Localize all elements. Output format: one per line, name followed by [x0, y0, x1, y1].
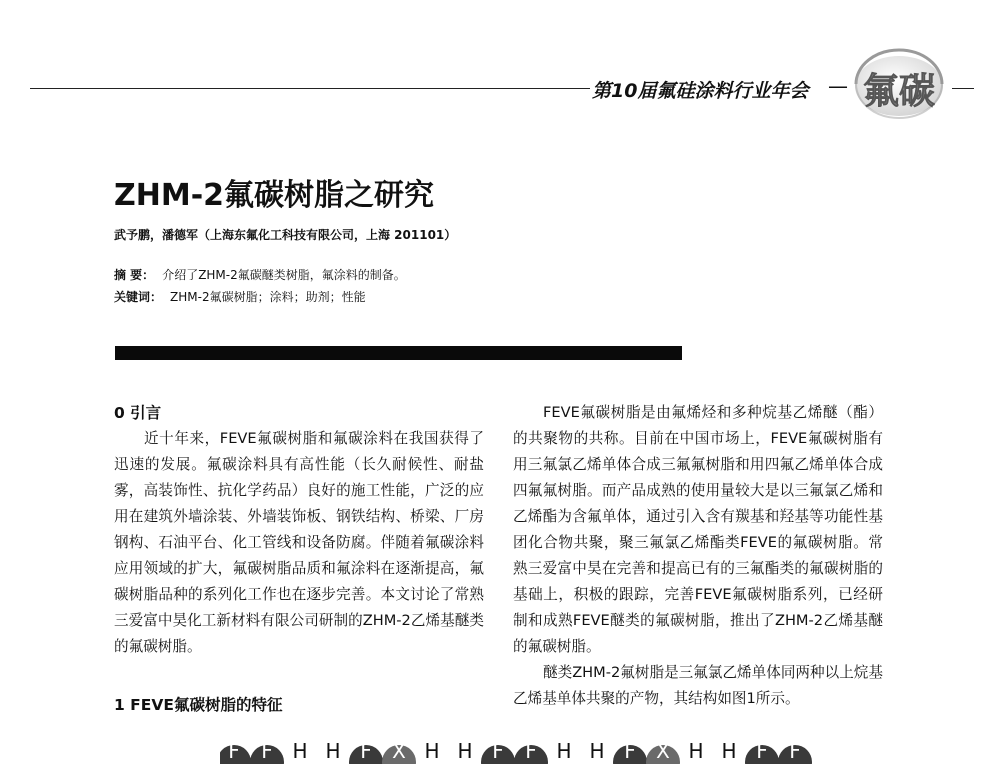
keywords-label: 关键词： [114, 290, 163, 304]
paper-authors: 武予鹏，潘德军（上海东氟化工科技有限公司，上海 201101） [114, 228, 457, 242]
structure-figure [220, 724, 820, 764]
section-0-paragraph: 近十年来，FEVE氟碳树脂和氟碳涂料在我国获得了迅速的发展。氟碳涂料具有高性能（长久耐候性、耐盐雾，高装饰性、抗化学药品）良好的施工性能，广泛的应用在建筑外墙涂装、外墙装饰板、钢铁结构、桥梁、厂房钢构、石油平台、化工管线和设备防腐。伴随着氟碳涂料应用领域的扩大，氟碳树脂品质和氟涂料在逐渐提高，氟碳树脂品种的系列化工作也在逐步完善。本文讨论了常熟三爱富中昊化工新材料有限公司研制的ZHM-2乙烯基醚类的氟碳树脂。 [114, 430, 484, 655]
atom-label: H [457, 739, 473, 763]
header-dash: — [828, 74, 848, 98]
atom-label: H [424, 739, 440, 763]
keywords-text: ZHM-2氟碳树脂；涂料；助剂；性能 [170, 290, 366, 304]
atom-label: H [325, 739, 341, 763]
right-column [513, 400, 883, 712]
paper-title: ZHM-2氟碳树脂之研究 [114, 178, 435, 213]
header-rule-right [952, 88, 974, 89]
atom-label: H [589, 739, 605, 763]
left-column [114, 400, 484, 660]
section-1-heading: 1 FEVE氟碳树脂的特征 [114, 696, 283, 714]
abstract [114, 266, 406, 283]
atom-label: F [756, 739, 768, 763]
header-rule [30, 88, 590, 89]
title-divider-bar [115, 346, 682, 360]
conference-name: 第10届氟硅涂料行业年会 [592, 80, 809, 102]
conference-logo [846, 46, 952, 122]
abstract-label: 摘 要： [114, 268, 155, 282]
atom-label: H [721, 739, 737, 763]
atom-label: F [228, 739, 240, 763]
atom-label: F [789, 739, 801, 763]
atom-label: H [556, 739, 572, 763]
right-paragraph-1: FEVE氟碳树脂是由氟烯烃和多种烷基乙烯醚（酯）的共聚物的共称。目前在中国市场上，FEVE氟碳树脂有用三氟氯乙烯单体合成三氟氟树脂和用四氟乙烯单体合成四氟氟树脂。而产品成熟的使用量较大是以三氟氯乙烯和乙烯酯为含氟单体，通过引入含有羰基和羟基等功能性基团化合物共聚，聚三氟氯乙烯酯类FEVE的氟碳树脂。常熟三爱富中昊在完善和提高已有的三氟酯类的氟碳树脂的基础上，积极的跟踪，完善FEVE氟碳树脂系列，已经研制和成熟FEVE醚类的氟碳树脂，推出了ZHM-2乙烯基醚的氟碳树脂。 [513, 404, 883, 655]
atom-label: F [624, 739, 636, 763]
logo-text: 氟碳 [862, 71, 936, 112]
atom-label: F [261, 739, 273, 763]
atom-label: X [656, 739, 670, 763]
right-paragraph-2: 醚类ZHM-2氟树脂是三氟氯乙烯单体同两种以上烷基乙烯基单体共聚的产物，其结构如图1所示。 [513, 664, 883, 707]
section-0-heading: 0 引言 [114, 404, 162, 422]
atom-label: X [392, 739, 406, 763]
atom-label: H [292, 739, 308, 763]
atom-label: F [360, 739, 372, 763]
keywords [114, 288, 366, 305]
atom-label: F [525, 739, 537, 763]
atom-label: H [688, 739, 704, 763]
atom-label: F [492, 739, 504, 763]
abstract-text: 介绍了ZHM-2氟碳醚类树脂，氟涂料的制备。 [162, 268, 406, 282]
